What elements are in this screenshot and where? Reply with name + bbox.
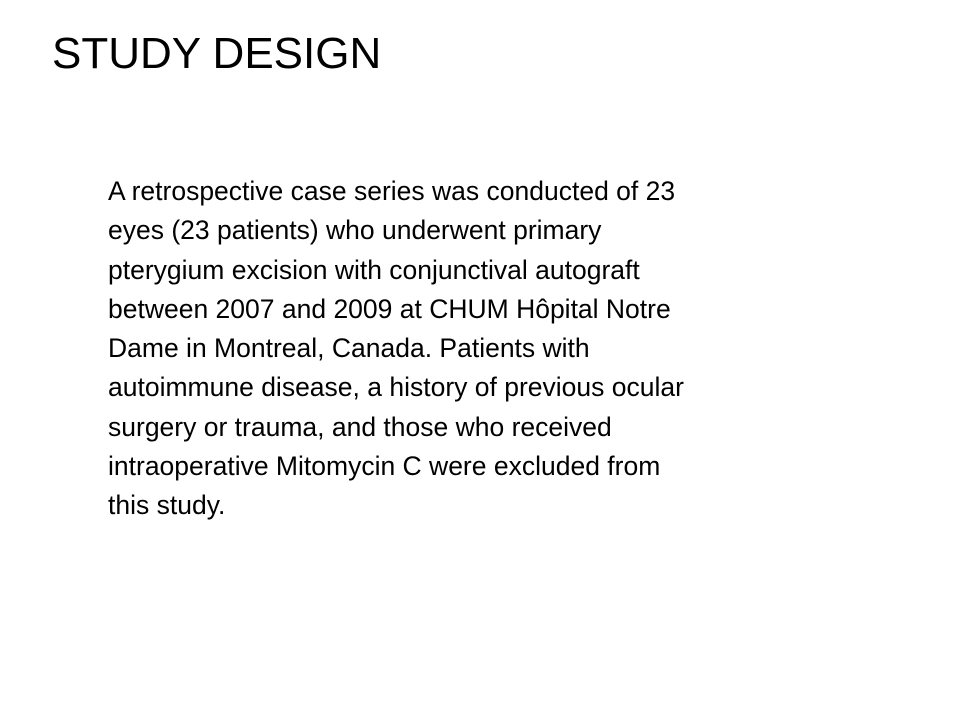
slide-body-text [108,172,868,526]
body-line: Dame in Montreal, Canada. Patients with [108,333,590,364]
body-line: surgery or trauma, and those who received [108,411,612,442]
body-line: A retrospective case series was conducted of 23 [108,176,676,206]
body-line: intraoperative Mitomycin C were excluded from [108,451,661,482]
body-line: eyes (23 patients) who underwent primary [108,215,602,246]
body-line: this study. [108,490,226,521]
body-line: between 2007 and 2009 at CHUM Hôpital Notre [108,293,671,324]
body-line: autoimmune disease, a history of previous ocular [108,372,684,403]
body-line: pterygium excision with conjunctival autograft [108,254,640,285]
slide-title: STUDY DESIGN [52,29,382,78]
